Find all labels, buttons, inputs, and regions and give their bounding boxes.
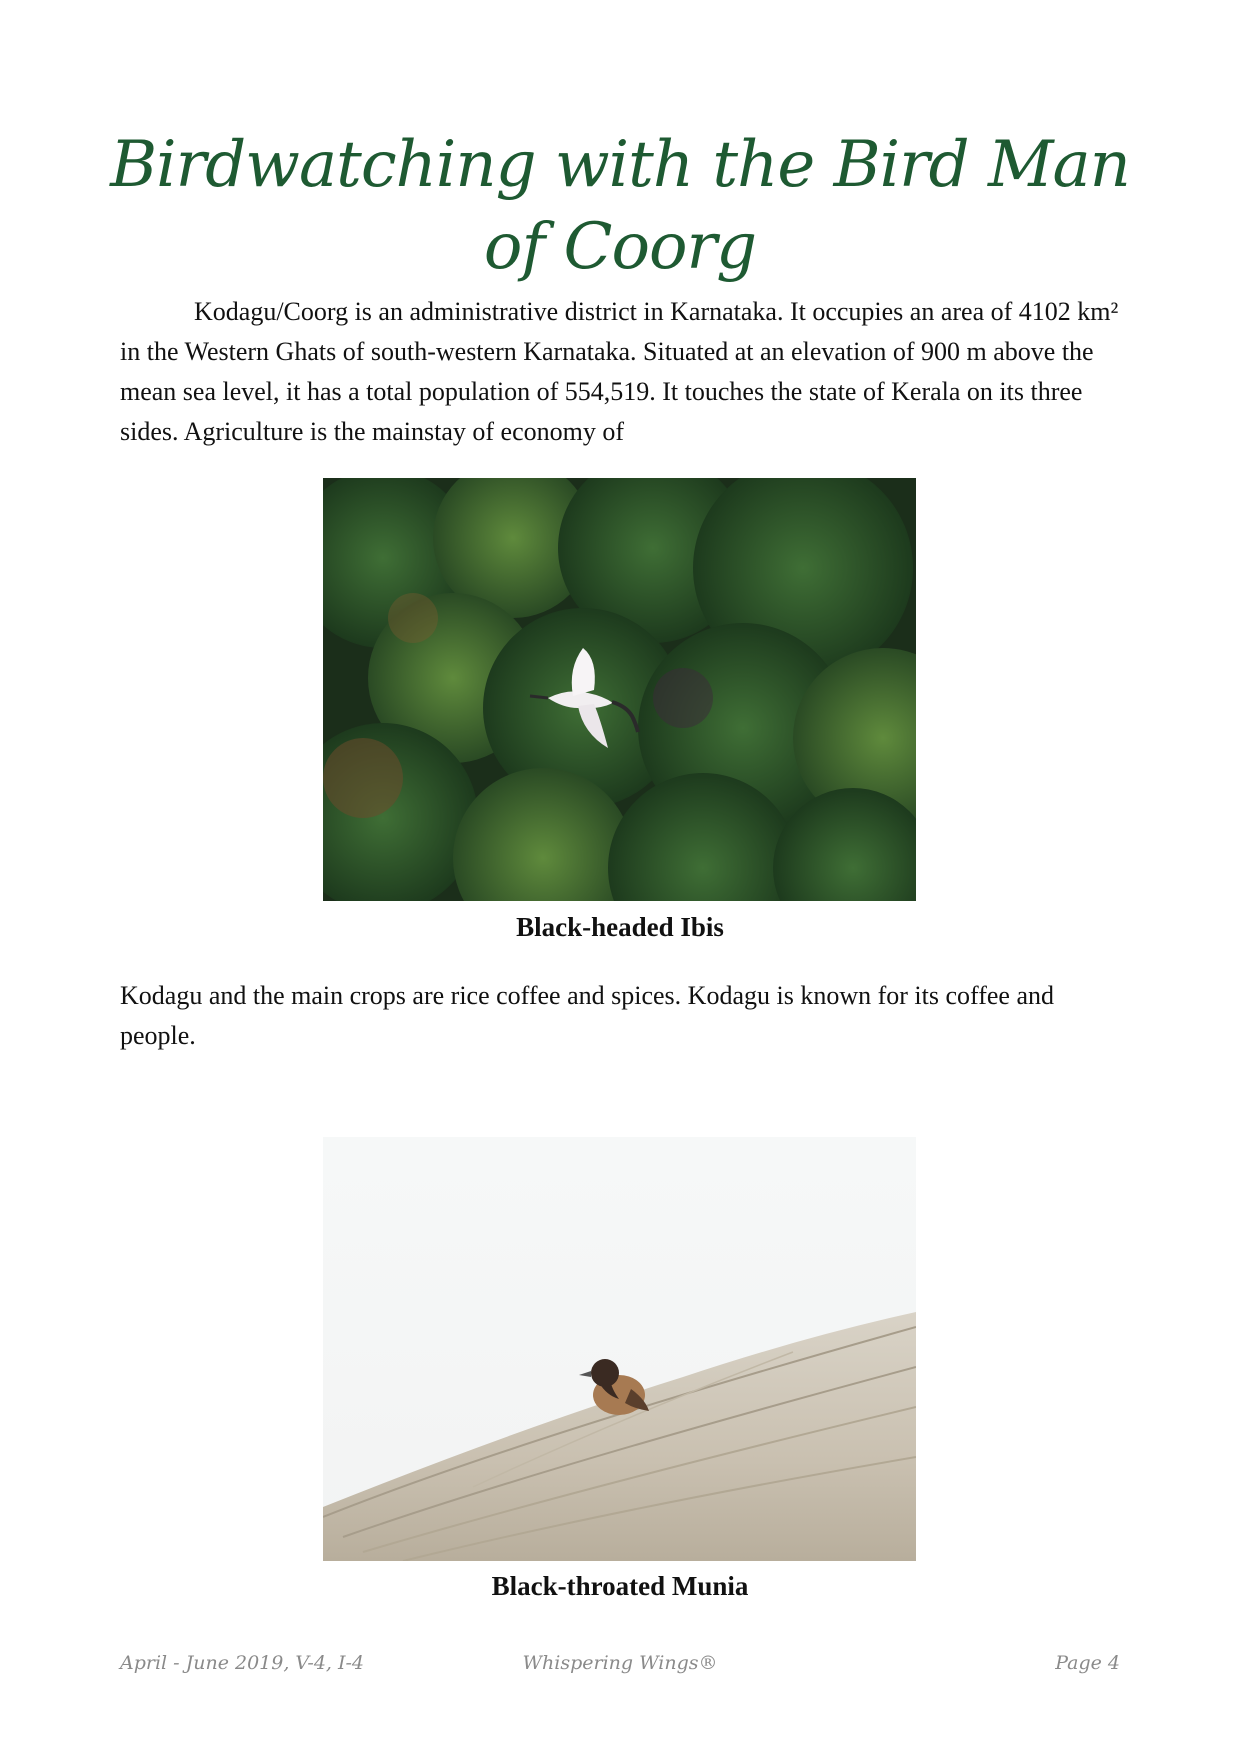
munia-caption: Black-throated Munia [491, 1571, 749, 1601]
footer-page-number: Page 4 [1055, 1652, 1120, 1674]
black-headed-ibis-photo [323, 478, 916, 901]
munia-photo-illustration [323, 1137, 916, 1561]
footer-issue: April - June 2019, V-4, I-4 [120, 1652, 365, 1674]
ibis-caption: Black-headed Ibis [516, 912, 724, 942]
paragraph-continued: Kodagu and the main crops are rice coffee and spices. Kodagu is known for its coffee and people. [120, 981, 1054, 1050]
ibis-photo-illustration [323, 478, 916, 901]
paragraph-intro-text: Kodagu/Coorg is an administrative district in Karnataka. It occupies an area of 4102 km² in the Western Ghats of south-western Karnataka. Situated at an elevation of 900 m above the mean sea level, it has a total population of 554,519. It touches the state of Kerala on its three sides. Agriculture is the mainstay of economy of [120, 297, 1119, 446]
article-title: Birdwatching with the Bird Man of Coorg [110, 128, 1130, 284]
paragraph-intro [120, 292, 1120, 452]
footer-publication: Whispering Wings® [522, 1652, 718, 1674]
black-throated-munia-photo [323, 1137, 916, 1561]
